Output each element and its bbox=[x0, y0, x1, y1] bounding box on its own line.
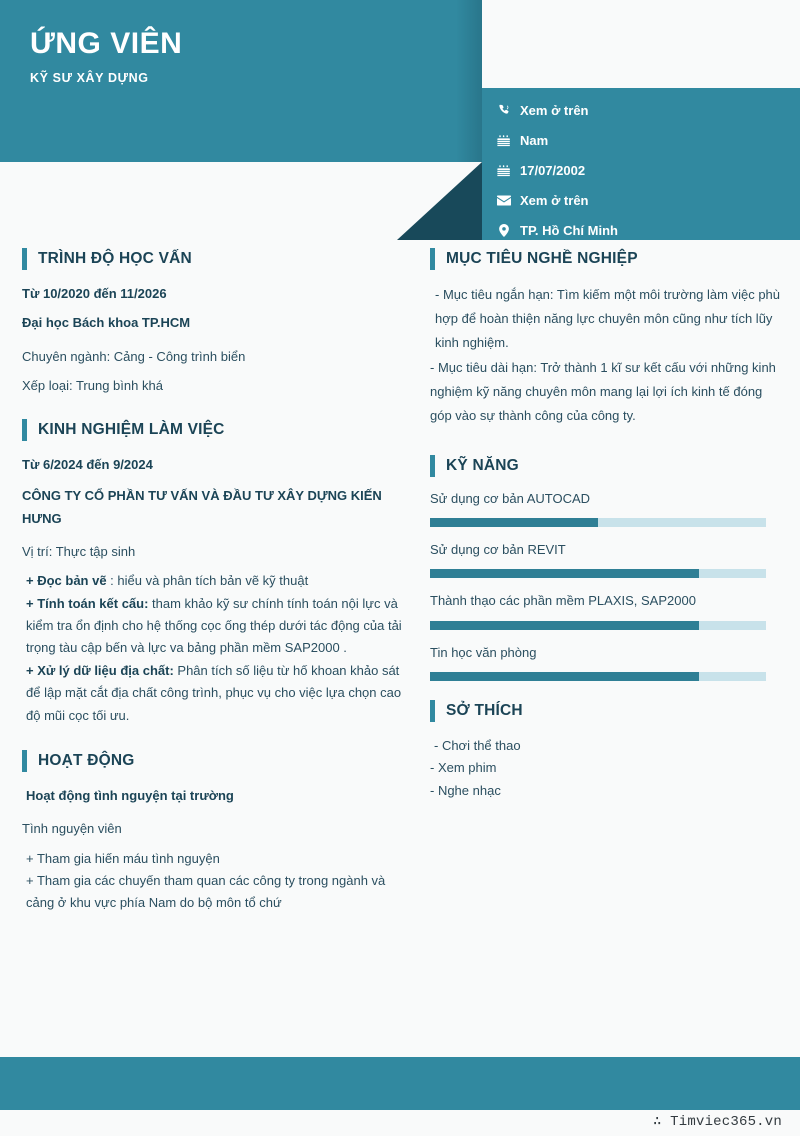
section-header-education bbox=[22, 248, 408, 270]
activities-role: Tình nguyện viên bbox=[22, 821, 122, 837]
phone-icon bbox=[492, 104, 516, 117]
skill-progress-track bbox=[430, 672, 766, 681]
section-header-hobbies bbox=[430, 700, 782, 722]
education-school: Đại học Bách khoa TP.HCM bbox=[22, 315, 191, 331]
section-objective bbox=[430, 248, 782, 428]
skill-item bbox=[430, 541, 782, 578]
section-header-activities bbox=[22, 750, 408, 772]
birthday-icon bbox=[492, 164, 516, 177]
section-accent-bar bbox=[430, 700, 435, 722]
skill-progress-fill bbox=[430, 518, 598, 527]
contact-row-gender bbox=[492, 125, 800, 155]
skill-progress-track bbox=[430, 518, 766, 527]
section-header-experience bbox=[22, 419, 408, 441]
contact-value-gender: Nam bbox=[520, 132, 549, 148]
section-accent-bar bbox=[430, 248, 435, 270]
contact-value-email: Xem ở trên bbox=[520, 192, 589, 208]
contact-value-location: TP. Hồ Chí Minh bbox=[520, 222, 618, 238]
experience-bullet bbox=[22, 660, 408, 727]
experience-bullet-label: + Tính toán kết cấu: bbox=[26, 595, 149, 611]
section-accent-bar bbox=[22, 419, 27, 441]
contact-row-email bbox=[492, 185, 800, 215]
footer-brand: ∴ Timviec365.vn bbox=[652, 1114, 782, 1130]
experience-bullet bbox=[22, 570, 408, 592]
experience-position: Vị trí: Thực tập sinh bbox=[22, 544, 136, 560]
header-banner bbox=[0, 0, 482, 162]
experience-bullet-text: Phân tích số liệu từ hố khoan khảo sát để lập mặt cắt địa chất công trình, phục vụ cho việc lựa chọn cao độ mũi cọc tối ưu. bbox=[26, 662, 402, 723]
section-accent-bar bbox=[430, 455, 435, 477]
candidate-name: ỨNG VIÊN bbox=[30, 27, 183, 60]
section-skills bbox=[430, 455, 782, 681]
skill-item bbox=[430, 592, 782, 629]
activities-bullet: + Tham gia các chuyến tham quan các công ty trong ngành và cảng ở khu vực phía Nam do bộ môn tổ chứ bbox=[26, 873, 386, 911]
activities-bullet: + Tham gia hiến máu tình nguyện bbox=[26, 850, 220, 866]
experience-period: Từ 6/2024 đến 9/2024 bbox=[22, 457, 153, 473]
skill-label: Thành thạo các phần mềm PLAXIS, SAP2000 bbox=[430, 593, 696, 609]
section-header-skills bbox=[430, 455, 782, 477]
section-title-education: TRÌNH ĐỘ HỌC VẤN bbox=[38, 250, 192, 267]
skill-item bbox=[430, 490, 782, 527]
skill-progress-fill bbox=[430, 569, 699, 578]
contact-row-phone bbox=[492, 95, 800, 125]
objective-short-term: - Mục tiêu ngắn hạn: Tìm kiếm một môi trường làm việc phù hợp để hoàn thiện năng lực chuyên môn cũng như tích lũy kinh nghiệm. bbox=[435, 287, 781, 351]
candidate-role: KỸ SƯ XÂY DỰNG bbox=[30, 71, 149, 85]
location-icon bbox=[492, 224, 516, 237]
hobby-item: - Chơi thể thao bbox=[434, 737, 521, 753]
education-period: Từ 10/2020 đến 11/2026 bbox=[22, 286, 167, 301]
experience-bullet-text: tham khảo kỹ sư chính tính toán nội lực và kiểm tra ổn định cho hệ thống cọc ống thép dưới tác động của tải trọng tàu cập bến và lực va bảng phần mềm SAP2000 . bbox=[26, 595, 402, 656]
section-title-hobbies: SỞ THÍCH bbox=[446, 701, 523, 719]
experience-bullet-text: : hiểu và phân tích bản vẽ kỹ thuật bbox=[106, 573, 309, 589]
skill-progress-fill bbox=[430, 621, 699, 630]
experience-bullet-label: + Xử lý dữ liệu địa chất: bbox=[26, 662, 174, 678]
section-title-skills: KỸ NĂNG bbox=[446, 457, 519, 475]
skill-label: Tin học văn phòng bbox=[430, 644, 537, 660]
skill-label: Sử dụng cơ bản REVIT bbox=[430, 542, 566, 558]
skill-item bbox=[430, 644, 782, 681]
education-grade: Xếp loại: Trung bình khá bbox=[22, 378, 163, 394]
skill-label: Sử dụng cơ bản AUTOCAD bbox=[430, 491, 591, 507]
contact-row-birthday bbox=[492, 155, 800, 185]
hobby-item: - Nghe nhạc bbox=[430, 782, 501, 798]
contact-value-phone: Xem ở trên bbox=[520, 102, 589, 118]
skill-progress-fill bbox=[430, 672, 699, 681]
section-hobbies bbox=[430, 700, 782, 802]
footer-banner bbox=[0, 1057, 800, 1110]
contact-value-birthday: 17/07/2002 bbox=[520, 162, 586, 178]
section-title-objective: MỤC TIÊU NGHỀ NGHIỆP bbox=[446, 250, 638, 267]
email-icon bbox=[492, 195, 516, 206]
section-education bbox=[22, 248, 408, 397]
section-title-experience: KINH NGHIỆM LÀM VIỆC bbox=[38, 421, 225, 439]
section-experience bbox=[22, 419, 408, 726]
left-column bbox=[22, 248, 408, 932]
section-accent-bar bbox=[22, 750, 27, 772]
ribbon-fold-shape bbox=[397, 162, 482, 240]
section-activities bbox=[22, 750, 408, 915]
section-header-objective bbox=[430, 248, 782, 270]
activities-heading: Hoạt động tình nguyện tại trường bbox=[26, 787, 234, 803]
right-column bbox=[430, 248, 782, 819]
experience-bullet bbox=[22, 593, 408, 660]
experience-company: CÔNG TY CỔ PHẦN TƯ VẤN VÀ ĐẦU TƯ XÂY DỰNG KIẾN HƯNG bbox=[22, 487, 382, 526]
skill-progress-track bbox=[430, 569, 766, 578]
gender-icon bbox=[492, 134, 516, 147]
contact-panel bbox=[482, 88, 800, 240]
section-title-activities: HOẠT ĐỘNG bbox=[38, 751, 135, 769]
skill-progress-track bbox=[430, 621, 766, 630]
hobby-item: - Xem phim bbox=[430, 760, 497, 776]
objective-long-term: - Mục tiêu dài hạn: Trở thành 1 kĩ sư kết cấu với những kinh nghiệm kỹ năng chuyên môn mang lại lợi ích kinh tế đóng góp vào sự thành công của công ty. bbox=[430, 359, 776, 423]
education-major: Chuyên ngành: Cảng - Công trình biển bbox=[22, 348, 246, 364]
section-accent-bar bbox=[22, 248, 27, 270]
contact-row-location bbox=[492, 215, 800, 245]
experience-bullet-label: + Đọc bản vẽ bbox=[26, 573, 107, 589]
